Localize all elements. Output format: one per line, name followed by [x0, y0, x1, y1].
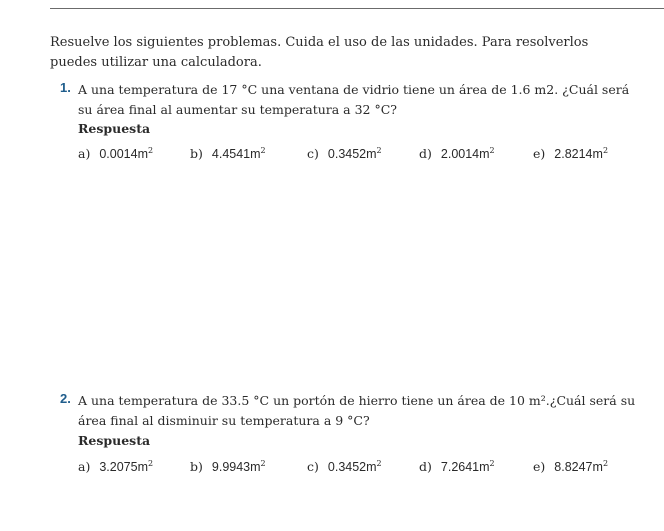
option-exponent: 2	[148, 146, 154, 155]
option-value: 0.3452m	[327, 460, 377, 475]
answer-label: Respuesta	[78, 433, 151, 448]
answer-options	[78, 459, 638, 479]
option-letter: c)	[307, 146, 319, 162]
problem-number: 2.	[60, 391, 71, 406]
option-d[interactable]	[419, 459, 495, 474]
problem-number: 1.	[60, 80, 71, 95]
option-exponent: 2	[376, 459, 382, 468]
option-exponent: 2	[376, 146, 382, 155]
option-exponent: 2	[260, 146, 266, 155]
option-value: 0.0014m	[99, 147, 148, 162]
option-c[interactable]	[307, 459, 382, 474]
option-a[interactable]	[78, 146, 153, 161]
problem-1	[52, 80, 642, 170]
option-b[interactable]	[190, 146, 266, 161]
option-e[interactable]	[533, 146, 608, 161]
option-exponent: 2	[602, 459, 609, 468]
option-letter: b)	[190, 146, 203, 162]
option-exponent: 2	[489, 146, 495, 155]
option-value: 7.2641m	[440, 460, 490, 475]
option-letter: b)	[190, 459, 203, 475]
option-a[interactable]	[78, 459, 153, 474]
option-value: 4.4541m	[211, 147, 261, 162]
option-exponent: 2	[148, 459, 154, 468]
option-letter: e)	[533, 459, 546, 475]
option-letter: d)	[419, 146, 432, 162]
option-value: 0.3452m	[327, 147, 377, 162]
top-divider	[50, 8, 664, 9]
option-letter: a)	[78, 459, 91, 475]
option-c[interactable]	[307, 146, 382, 161]
option-value: 2.0014m	[440, 147, 490, 162]
option-value: 9.9943m	[211, 460, 261, 475]
problem-2	[52, 391, 642, 481]
option-value: 3.2075m	[99, 460, 148, 475]
answer-label: Respuesta	[78, 121, 151, 136]
answer-options	[78, 146, 638, 166]
option-b[interactable]	[190, 459, 266, 474]
problem-statement: A una temperatura de 33.5 °C un portón de hierro tiene un área de 10 m².¿Cuál será su área final al disminuir su temperatura a 9 °C?	[78, 393, 636, 428]
option-exponent: 2	[260, 459, 266, 468]
option-letter: a)	[78, 146, 91, 162]
option-letter: e)	[533, 146, 546, 162]
problem-statement: A una temperatura de 17 °C una ventana de vidrio tiene un área de 1.6 m2. ¿Cuál será su área final al aumentar su temperatura a 32 °C?	[78, 82, 630, 117]
option-letter: d)	[419, 459, 432, 475]
instructions-text: Resuelve los siguientes problemas. Cuida el uso de las unidades. Para resolverlos puedes utilizar una calculadora.	[50, 35, 589, 70]
option-value: 8.8247m	[554, 460, 603, 475]
option-d[interactable]	[419, 146, 495, 161]
option-exponent: 2	[602, 146, 609, 155]
option-e[interactable]	[533, 459, 608, 474]
option-letter: c)	[307, 459, 319, 475]
option-value: 2.8214m	[554, 147, 603, 162]
option-exponent: 2	[489, 459, 495, 468]
